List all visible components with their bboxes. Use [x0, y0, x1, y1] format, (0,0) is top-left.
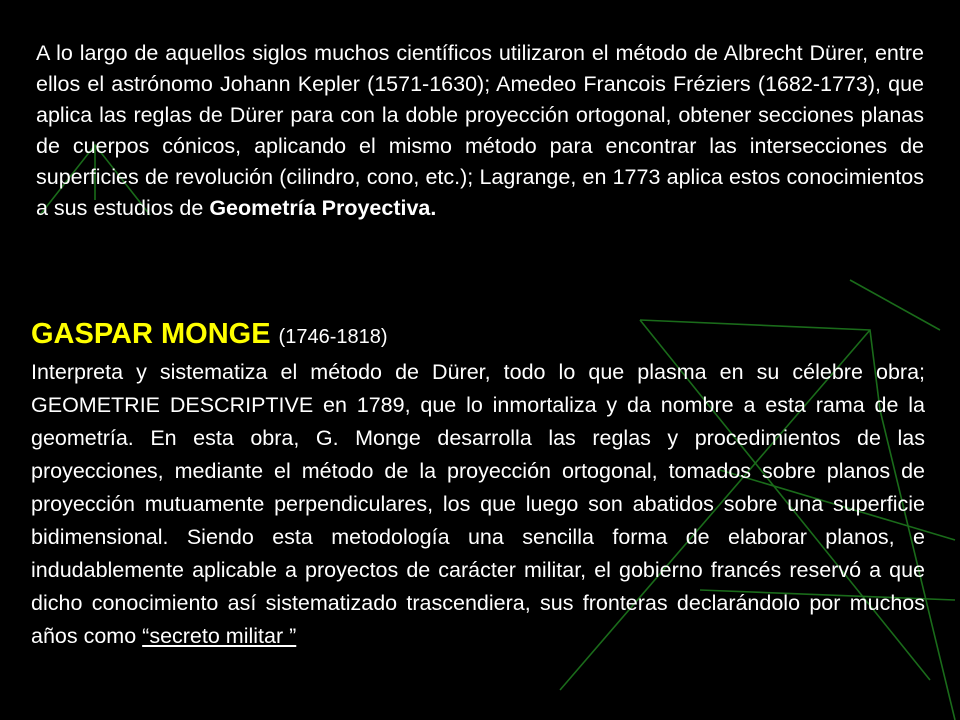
monge-paragraph-underlined: “secreto militar ”	[142, 624, 297, 648]
section-heading-name: GASPAR MONGE	[31, 318, 271, 350]
section-heading	[31, 318, 388, 351]
intro-paragraph-text: A lo largo de aquellos siglos muchos científicos utilizaron el método de Albrecht Dürer, entre ellos el astrónomo Johann Kepler (1571-1630); Amedeo Francois Fréziers (1682-1773), que aplica las reglas de Dürer para con la doble proyección ortogonal, obtener secciones planas de cuerpos cónicos, aplicando el mismo método para encontrar las intersecciones de superficies de revolución (cilindro, cono, etc.); Lagrange, en 1773 aplica estos conocimientos a sus estudios de	[36, 41, 924, 220]
intro-paragraph-bold: Geometría Proyectiva.	[209, 196, 437, 220]
section-heading-years: (1746-1818)	[278, 326, 388, 348]
monge-paragraph	[31, 356, 925, 653]
triangle-line-d	[850, 280, 940, 330]
intro-paragraph	[36, 38, 924, 224]
monge-paragraph-text: Interpreta y sistematiza el método de Dürer, todo lo que plasma en su célebre obra; GEOMETRIE DESCRIPTIVE en 1789, que lo inmortaliza y da nombre a esta rama de la geometría. En esta obra, G. Monge desarrolla las reglas y procedimientos de las proyecciones, mediante el método de la proyección ortogonal, tomados sobre planos de proyección mutuamente perpendiculares, los que luego son abatidos sobre una superficie bidimensional. Siendo esta metodología una sencilla forma de elaborar planos, e indudablemente aplicable a proyectos de carácter militar, el gobierno francés reservó a que dicho conocimiento así sistematizado trascendiera, sus fronteras declarándolo por muchos años como	[31, 360, 925, 648]
